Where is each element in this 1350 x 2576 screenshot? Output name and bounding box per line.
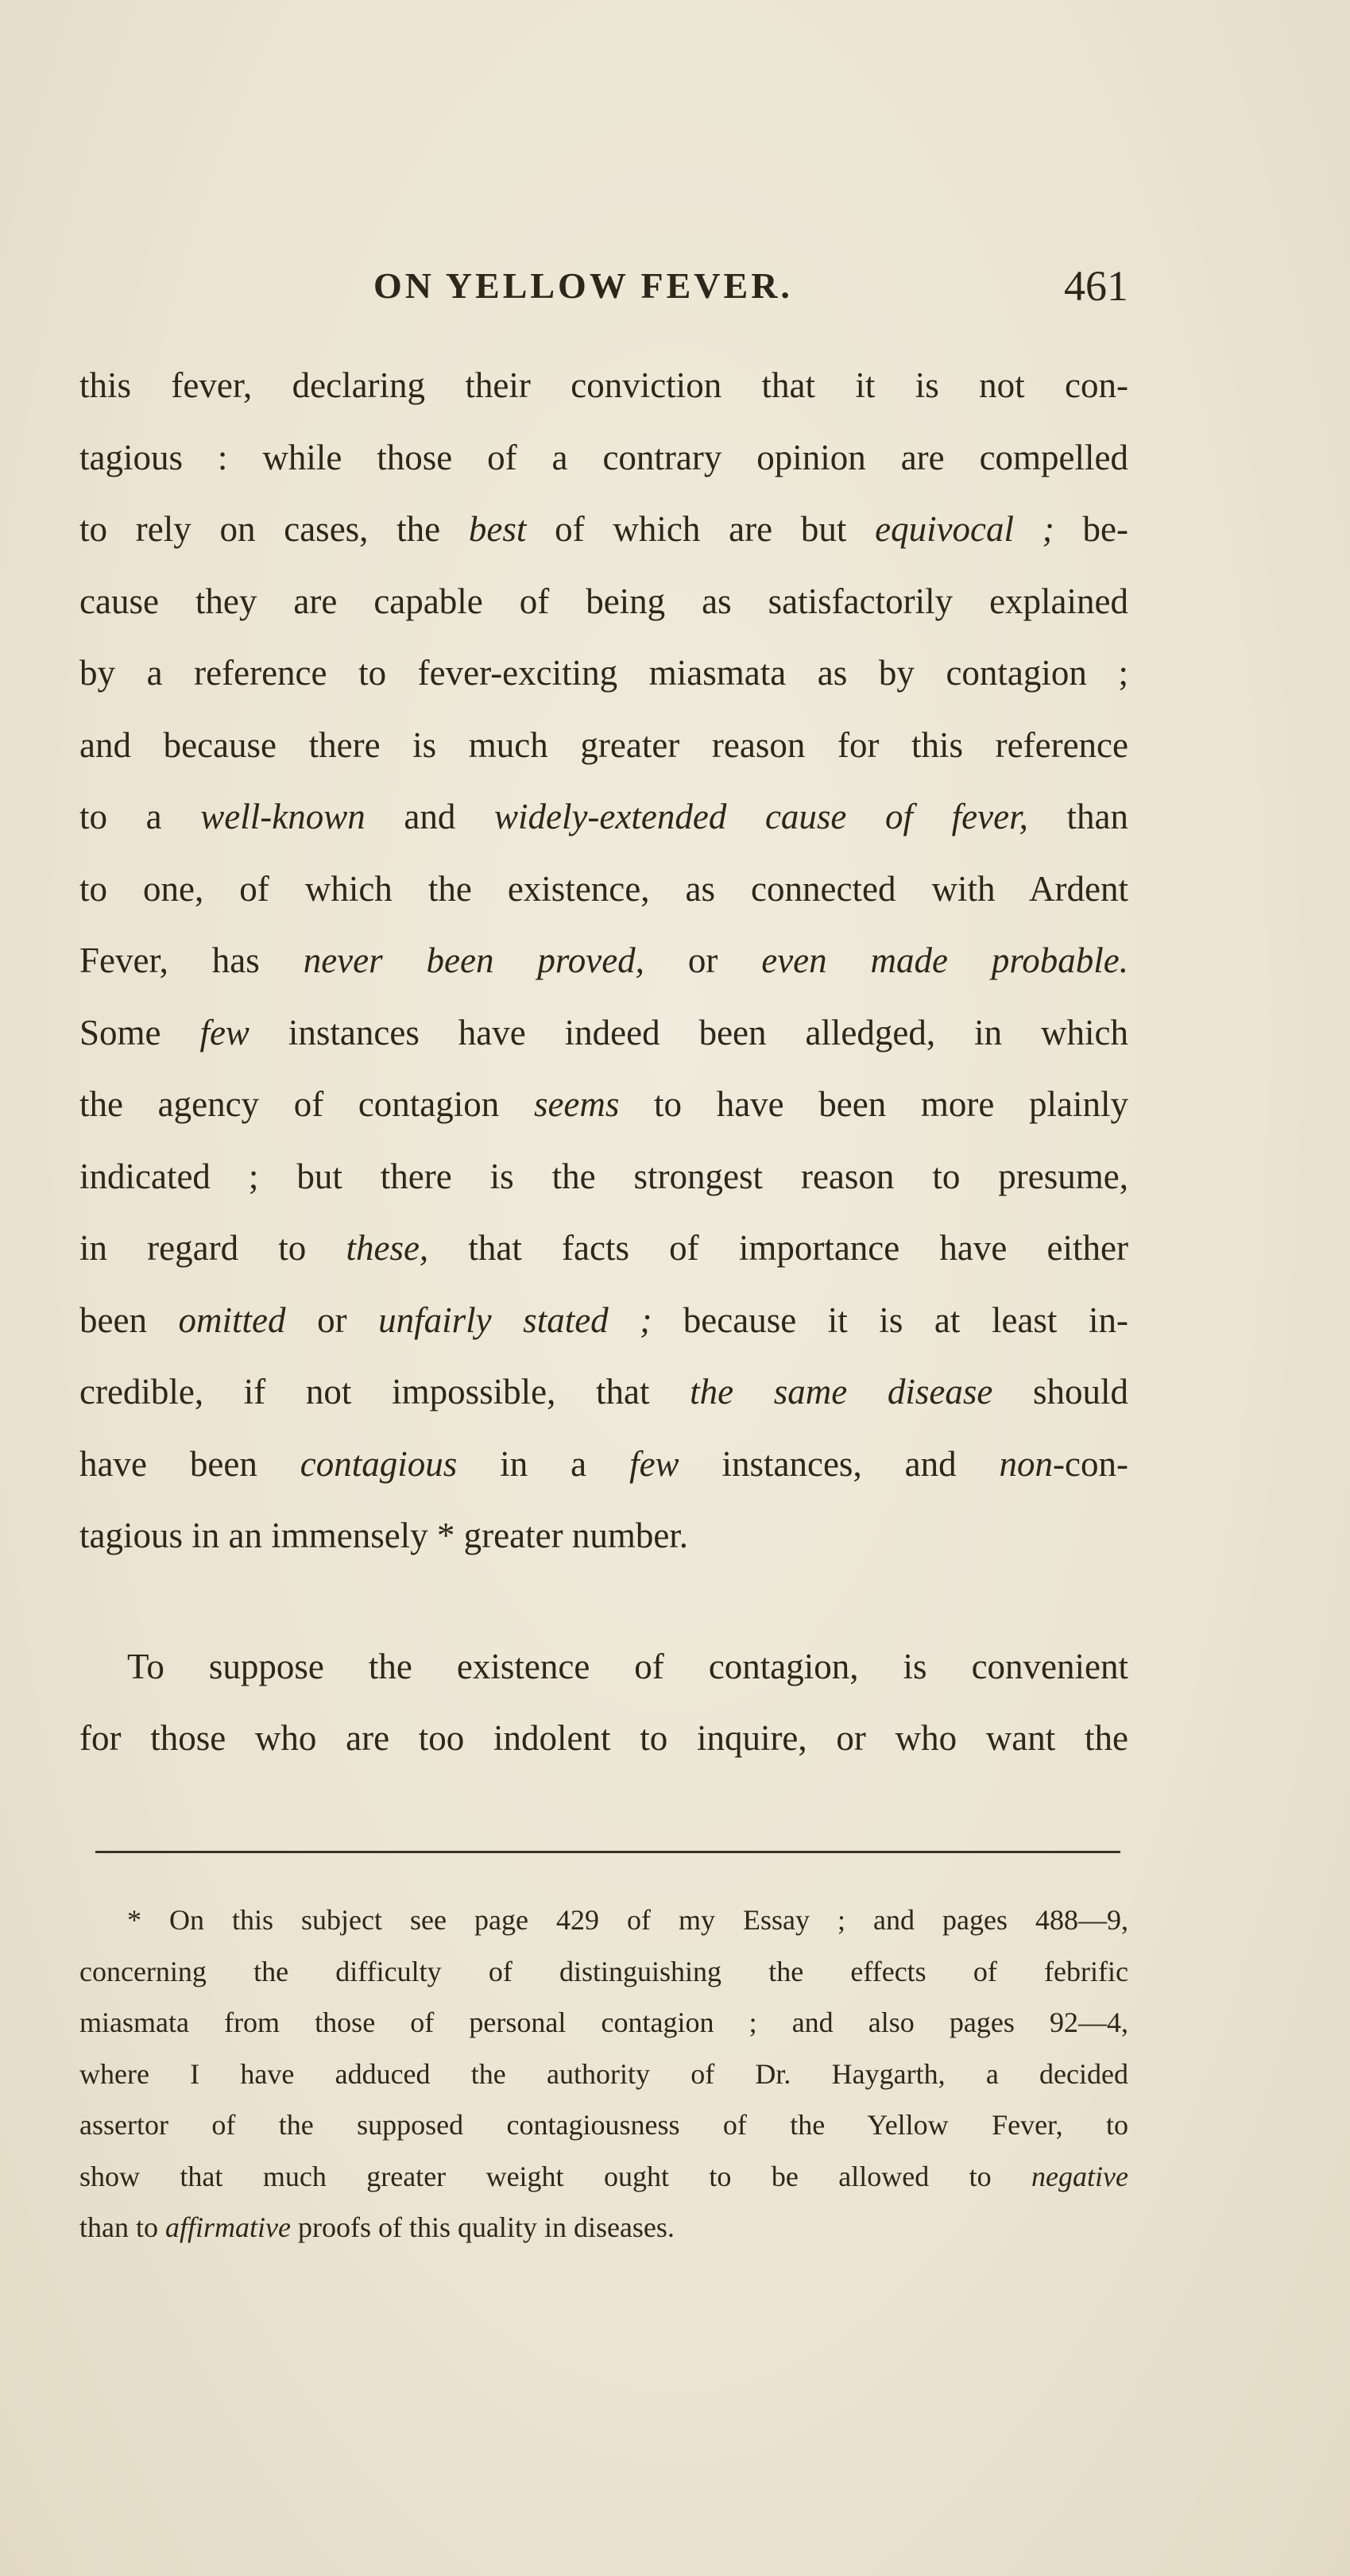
text-line: indicated ; but there is the strongest reason to presume, [79, 1156, 1128, 1196]
text-line: by a reference to fever-exciting miasmata as by contagion ; [79, 653, 1128, 693]
text-line: this fever, declaring their conviction that it is not con- [79, 365, 1128, 405]
text-line: tagious : while those of a contrary opinion are compelled [79, 437, 1128, 477]
text-line: to rely on cases, the best of which are but equivocal ; be- [79, 509, 1128, 549]
footnote-rule [95, 1851, 1120, 1853]
running-head [79, 258, 1128, 314]
text-line: credible, if not impossible, that the same disease should [79, 1372, 1129, 1412]
text-line: in regard to these, that facts of importance have either [79, 1228, 1128, 1268]
footnote-line: than to affirmative proofs of this quality in diseases. [79, 2211, 675, 2243]
page-number: 461 [1064, 262, 1128, 310]
text-line: and because there is much greater reason for this reference [79, 724, 1128, 765]
footnote [79, 1894, 1128, 2254]
text-line: To suppose the existence of contagion, is convenient [127, 1646, 1128, 1686]
text-line: Fever, has never been proved, or even made probable. [79, 940, 1128, 980]
running-title: ON YELLOW FEVER. [373, 265, 793, 306]
text-line: to one, of which the existence, as connected with Ardent [79, 868, 1128, 909]
text-line: for those who are too indolent to inquire, or who want the [79, 1718, 1128, 1758]
footnote-line: concerning the difficulty of distinguishing the effects of febrific [79, 1955, 1128, 1987]
footnote-line: * On this subject see page 429 of my Essay ; and pages 488—9, [127, 1904, 1128, 1936]
footnote-line: miasmata from those of personal contagion ; and also pages 92—4, [79, 2006, 1128, 2038]
text-line: cause they are capable of being as satisfactorily explained [79, 581, 1128, 621]
paragraph-gap [79, 1572, 1128, 1631]
footnote-line: show that much greater weight ought to be allowed to negative [79, 2160, 1128, 2192]
text-line: the agency of contagion seems to have been more plainly [79, 1084, 1128, 1124]
text-line: Some few instances have indeed been alledged, in which [79, 1012, 1128, 1052]
text-line: to a well-known and widely-extended cause of fever, than [79, 797, 1128, 836]
footnote-line: assertor of the supposed contagiousness of the Yellow Fever, to [79, 2109, 1128, 2141]
text-line: been omitted or unfairly stated ; because it is at least in- [79, 1300, 1128, 1340]
text-line: have been contagious in a few instances, and non-con- [79, 1443, 1128, 1484]
body-text [79, 350, 1128, 1775]
text-line: tagious in an immensely * greater number. [79, 1516, 689, 1555]
footnote-line: where I have adduced the authority of Dr. Haygarth, a decided [79, 2057, 1128, 2090]
